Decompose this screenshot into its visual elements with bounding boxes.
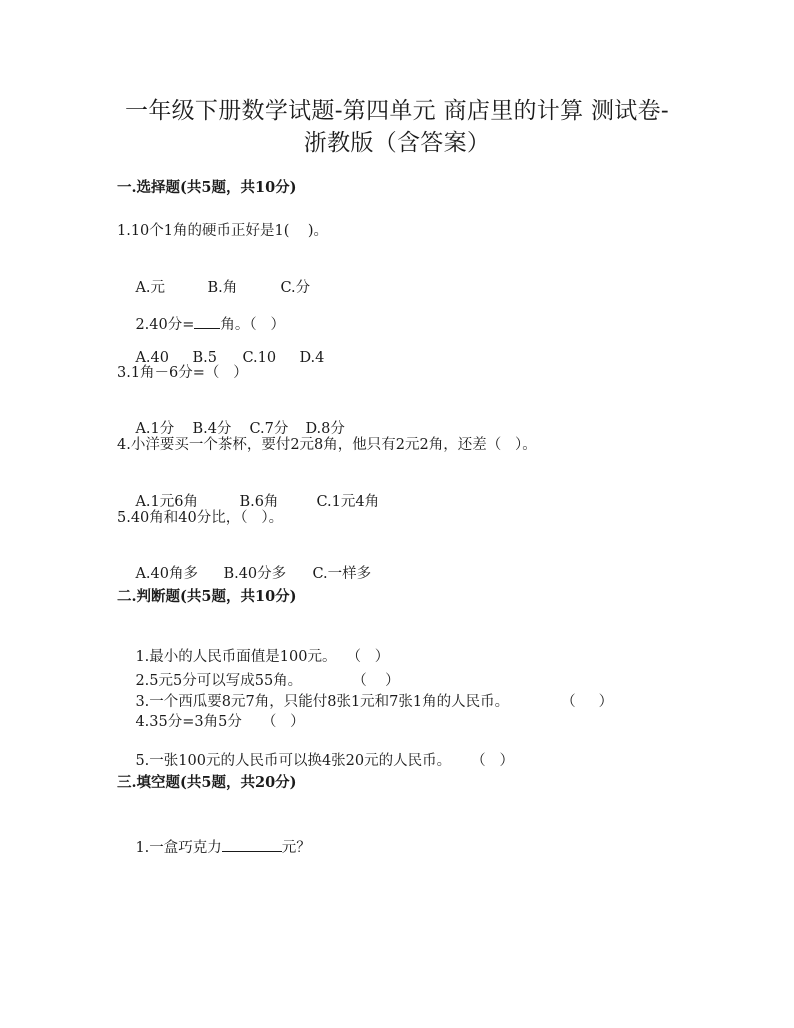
- option-c: C.1元4角: [316, 494, 380, 510]
- question-2-stem-after: 角。（ ）: [220, 317, 285, 333]
- option-a: A.1分: [135, 421, 175, 437]
- answer-parentheses: （ ）: [261, 714, 305, 730]
- worksheet-title-line2: 浙教版（含答案）: [303, 130, 491, 156]
- option-a: A.1元6角: [135, 494, 198, 510]
- judgement-text: 4.35分=3角5分: [135, 714, 242, 730]
- option-d: D.8分: [305, 421, 345, 437]
- question-5-stem: 5.40角和40分比，（ ）。: [117, 510, 284, 526]
- option-b: B.5: [192, 350, 217, 366]
- option-b: B.4分: [192, 421, 232, 437]
- question-4-stem: 4.小洋要买一个茶杯，要付2元8角，他只有2元2角，还差（ ）。: [117, 437, 537, 453]
- answer-parentheses: （ ）: [561, 694, 614, 710]
- section-heading-judgement: 二.判断题(共5题，共10分): [117, 588, 297, 605]
- option-c: C.一样多: [312, 566, 372, 582]
- answer-parentheses: （ ）: [352, 673, 400, 689]
- option-b: B.6角: [239, 494, 279, 510]
- fill-question-1: [117, 816, 311, 878]
- option-c: C.10: [242, 350, 277, 366]
- judgement-text: 5.一张100元的人民币可以换4张20元的人民币。: [135, 753, 452, 769]
- option-a: A.40: [135, 350, 169, 366]
- question-3-stem: 3.1角－6分=（ ）: [117, 365, 248, 381]
- question-1-stem: 1.10个1角的硬币正好是1( )。: [117, 223, 328, 239]
- option-d: D.4: [299, 350, 325, 366]
- option-b: B.40分多: [223, 566, 287, 582]
- option-a: A.元: [135, 280, 166, 296]
- option-b: B.角: [207, 280, 238, 296]
- answer-parentheses: （ ）: [346, 649, 390, 665]
- judgement-text: 2.5元5分可以写成55角。: [135, 673, 303, 689]
- option-c: C.分: [280, 280, 311, 296]
- option-c: C.7分: [249, 421, 289, 437]
- judgement-text: 1.最小的人民币面值是100元。: [135, 649, 337, 665]
- answer-parentheses: （ ）: [471, 753, 514, 769]
- answer-blank: [194, 313, 220, 329]
- fill-question-1-after: 元？: [281, 840, 311, 856]
- worksheet-title-line1: 一年级下册数学试题-第四单元 商店里的计算 测试卷-: [125, 98, 669, 124]
- answer-blank: [222, 836, 282, 852]
- section-heading-fill-in: 三.填空题(共5题，共20分): [117, 774, 297, 791]
- fill-question-1-before: 1.一盒巧克力: [135, 840, 222, 856]
- question-2-stem-before: 2.40分=: [135, 317, 195, 333]
- section-heading-choice: 一.选择题(共5题，共10分): [117, 179, 297, 196]
- option-a: A.40角多: [135, 566, 198, 582]
- judgement-text: 3.一个西瓜要8元7角，只能付8张1元和7张1角的人民币。: [135, 694, 510, 710]
